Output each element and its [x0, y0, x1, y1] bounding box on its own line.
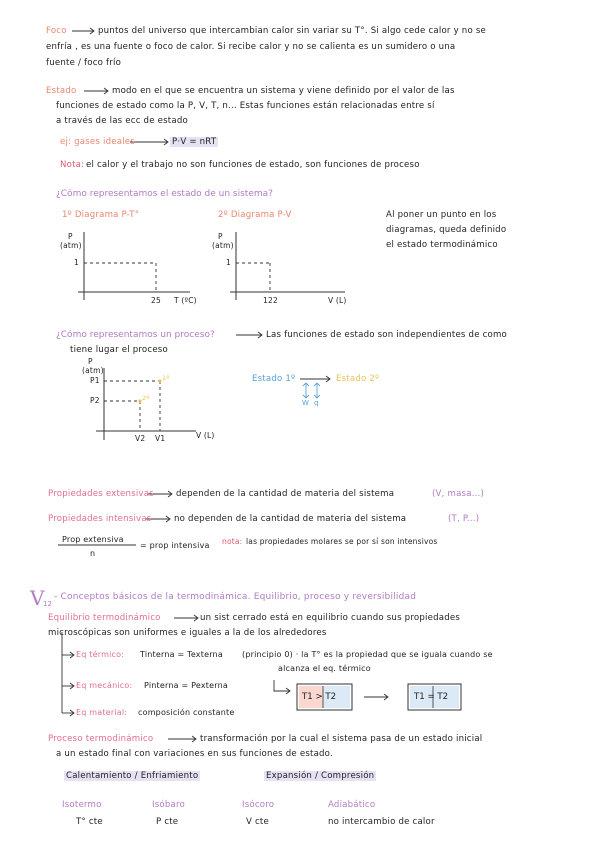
type-isobaro-name: Isóbaro	[152, 800, 185, 810]
foco-line2: enfría , es una fuente o foco de calor. Si recibe calor y no se calienta es un sumidero o una	[46, 42, 456, 52]
side-note-line3: el estado termodinámico	[386, 240, 498, 250]
foco-line1: puntos del universo que intercambian calor sin variar su T°. Si algo cede calor y no se	[98, 26, 486, 36]
diagram3-p-label: P	[88, 357, 93, 366]
section-number: V	[30, 586, 45, 610]
diagram3-pt1: 1º	[162, 374, 170, 382]
proceso-line2: a un estado final con variaciones en sus funciones de estado.	[56, 749, 333, 759]
diagram3-x-axis: V (L)	[196, 431, 215, 440]
diagram3-p-unit: (atm)	[82, 366, 104, 375]
diagram1-p-unit: (atm)	[60, 241, 82, 250]
question-state: ¿Cómo representamos el estado de un sistema?	[56, 189, 273, 199]
side-note-line2: diagramas, queda definido	[386, 225, 507, 235]
extensivas-term: Propiedades extensivas	[48, 489, 154, 499]
nota-text: el calor y el trabajo no son funciones de estado, son funciones de proceso	[86, 160, 420, 170]
diagram3-axes	[96, 368, 196, 440]
diagram1-y-tick: 1	[74, 258, 79, 267]
estado-line1: modo en el que se encuentra un sistema y viene definido por el valor de las	[112, 86, 455, 96]
type-isocoro-value: V cte	[246, 817, 269, 827]
intensivas-term: Propiedades intensivas	[48, 514, 152, 524]
fraction-numerator: Prop extensiva	[62, 535, 124, 544]
type-isocoro-name: Isócoro	[242, 800, 275, 810]
eq-mecanico-label: Eq mecánico:	[76, 681, 133, 690]
diagram3-p1: P1	[90, 376, 100, 385]
fraction-denominator: n	[90, 549, 96, 558]
estado-line3: a través de las ecc de estado	[56, 116, 188, 126]
diagram2-p-label: P	[218, 232, 223, 241]
type-isotermo-name: Isotermo	[62, 800, 102, 810]
diagram2-x-axis: V (L)	[328, 296, 347, 305]
diagram3-pt2: 2º	[142, 394, 150, 402]
tag-calentamiento: Calentamiento / Enfriamiento	[66, 771, 199, 781]
box-unequal-label: T1 > T2	[302, 692, 337, 702]
fraction-result: = prop intensiva	[140, 541, 210, 550]
principio-cero: (principio 0) · la T° es la propiedad que se iguala cuando se	[242, 650, 493, 659]
box-equal-label: T1 = T2	[414, 692, 449, 702]
eq-material-text: composición constante	[138, 708, 235, 717]
q-label: q	[314, 399, 319, 407]
equilibrio-term: Equilibrio termodinámico	[48, 613, 161, 623]
w-label: W	[302, 399, 310, 407]
estado-term: Estado	[46, 86, 77, 96]
diagram3-v1: V1	[155, 434, 166, 443]
proceso-term: Proceso termodinámico	[48, 734, 154, 744]
extensivas-examples: (V, masa...)	[432, 489, 485, 499]
type-adiabatico-value: no intercambio de calor	[328, 817, 435, 827]
tag-expansion: Expansión / Compresión	[266, 771, 375, 781]
diagram2-x-tick: 122	[263, 296, 278, 305]
intensivas-examples: (T, P...)	[448, 514, 480, 524]
process-text-line1: Las funciones de estado son independientes de como	[266, 330, 508, 340]
proceso-line1: transformación por la cual el sistema pasa de un estado inicial	[200, 734, 483, 744]
ideal-gas-formula: P·V = nRT	[172, 137, 217, 147]
extensivas-text: dependen de la cantidad de materia del sistema	[176, 489, 395, 499]
intensivas-text: no dependen de la cantidad de materia del sistema	[174, 514, 407, 524]
diagram1-x-axis: T (ºC)	[174, 296, 197, 305]
diagram2-y-tick: 1	[226, 258, 231, 267]
side-note-line1: Al poner un punto en los	[386, 210, 497, 220]
diagram3-p2: P2	[90, 396, 100, 405]
equilibrio-line1: un sist cerrado está en equilibrio cuando sus propiedades	[200, 613, 461, 623]
diagram2-p-unit: (atm)	[212, 241, 234, 250]
estado-2-label: Estado 2º	[336, 374, 380, 384]
diagram1-x-tick: 25	[151, 296, 161, 305]
equilibrio-line2: microscópicas son uniformes e iguales a la de los alrededores	[48, 628, 327, 638]
process-text-line2: tiene lugar el proceso	[70, 345, 168, 355]
principio-cero-line2: alcanza el eq. térmico	[278, 664, 371, 673]
diagram2-title: 2º Diagrama P-V	[218, 210, 292, 220]
foco-term: Foco	[46, 26, 67, 36]
type-isotermo-value: T° cte	[76, 817, 103, 827]
estado-1-label: Estado 1º	[252, 374, 296, 384]
eq-material-label: Eq material:	[76, 708, 128, 717]
section-sub: 12	[43, 600, 52, 608]
question-process: ¿Cómo representamos un proceso?	[56, 330, 215, 340]
eq-mecanico-formula: Pinterna = Pexterna	[144, 681, 228, 690]
diagram3-v2: V2	[135, 434, 146, 443]
diagram1-title: 1º Diagrama P-T°	[62, 210, 140, 220]
fraction-nota-text: las propiedades molares se por sí son intensivos	[246, 537, 438, 546]
eq-termico-label: Eq térmico:	[76, 650, 125, 659]
diagram1-p-label: P	[68, 232, 73, 241]
eq-termico-formula: Tinterna = Texterna	[140, 650, 223, 659]
type-adiabatico-name: Adiabático	[328, 800, 376, 810]
fraction-nota-label: nota:	[222, 537, 243, 546]
w-q-arrows	[303, 383, 320, 398]
nota-label: Nota:	[60, 160, 85, 170]
section-title: - Conceptos básicos de la termodinámica. Equilibrio, proceso y reversibilidad	[54, 592, 417, 602]
foco-line3: fuente / foco frío	[46, 58, 122, 68]
diagram2-axes	[230, 232, 345, 300]
estado-line2: funciones de estado como la P, V, T, n... Estas funciones están relacionadas entre sí	[56, 101, 435, 111]
diagram1-axes	[78, 232, 190, 300]
type-isobaro-value: P cte	[156, 817, 179, 827]
ej-label: ej: gases ideales	[60, 137, 135, 147]
